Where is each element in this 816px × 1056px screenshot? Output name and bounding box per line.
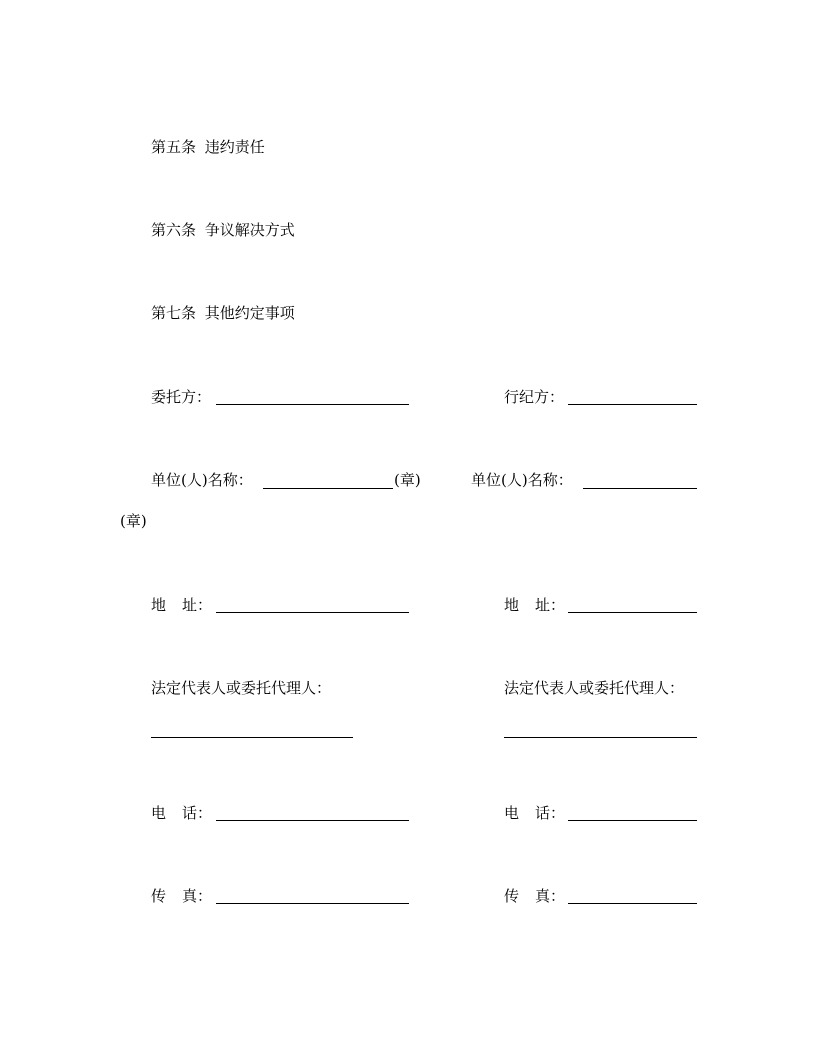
broker-unit-name-label: 单位(人)名称： [471, 471, 573, 489]
principal-legal-rep-label: 法定代表人或委托代理人： [151, 679, 332, 697]
principal-label: 委托方： [151, 388, 212, 406]
article-title: 其他约定事项 [204, 304, 295, 322]
fax-label-char-2: 真： [182, 887, 213, 905]
article-number: 第七条 [151, 304, 197, 322]
broker-fax-label [504, 887, 565, 905]
broker-seal-mark: (章) [120, 512, 147, 530]
phone-label-char-2: 话： [182, 804, 213, 822]
address-label-char-1: 地 [504, 596, 520, 614]
broker-blank[interactable] [568, 404, 697, 405]
article-7 [151, 304, 295, 322]
address-label-char-1: 地 [151, 596, 167, 614]
broker-address-label [504, 596, 565, 614]
principal-seal-mark: (章) [394, 471, 421, 489]
article-title: 违约责任 [204, 138, 265, 156]
fax-label-char-1: 传 [504, 887, 520, 905]
address-label-char-2: 址： [535, 596, 566, 614]
address-label-char-2: 址： [182, 596, 213, 614]
article-title: 争议解决方式 [204, 221, 295, 239]
principal-blank[interactable] [216, 404, 409, 405]
article-number: 第六条 [151, 221, 197, 239]
fax-label-char-2: 真： [535, 887, 566, 905]
broker-phone-blank[interactable] [568, 820, 697, 821]
article-5 [151, 138, 265, 156]
broker-fax-blank[interactable] [568, 903, 697, 904]
article-6 [151, 221, 295, 239]
phone-label-char-1: 电 [504, 804, 520, 822]
broker-unit-name-blank[interactable] [583, 488, 697, 489]
article-number: 第五条 [151, 138, 197, 156]
principal-address-label [151, 596, 212, 614]
principal-phone-label [151, 804, 212, 822]
broker-address-blank[interactable] [568, 612, 697, 613]
principal-unit-name-label: 单位(人)名称： [151, 471, 253, 489]
fax-label-char-1: 传 [151, 887, 167, 905]
principal-phone-blank[interactable] [216, 820, 409, 821]
phone-label-char-1: 电 [151, 804, 167, 822]
broker-label: 行纪方： [504, 388, 565, 406]
broker-phone-label [504, 804, 565, 822]
principal-address-blank[interactable] [216, 612, 409, 613]
broker-legal-rep-blank[interactable] [504, 737, 697, 738]
principal-legal-rep-blank[interactable] [151, 737, 353, 738]
principal-fax-label [151, 887, 212, 905]
principal-unit-name-blank[interactable] [263, 488, 393, 489]
phone-label-char-2: 话： [535, 804, 566, 822]
principal-fax-blank[interactable] [216, 903, 409, 904]
broker-legal-rep-label: 法定代表人或委托代理人： [504, 679, 685, 697]
